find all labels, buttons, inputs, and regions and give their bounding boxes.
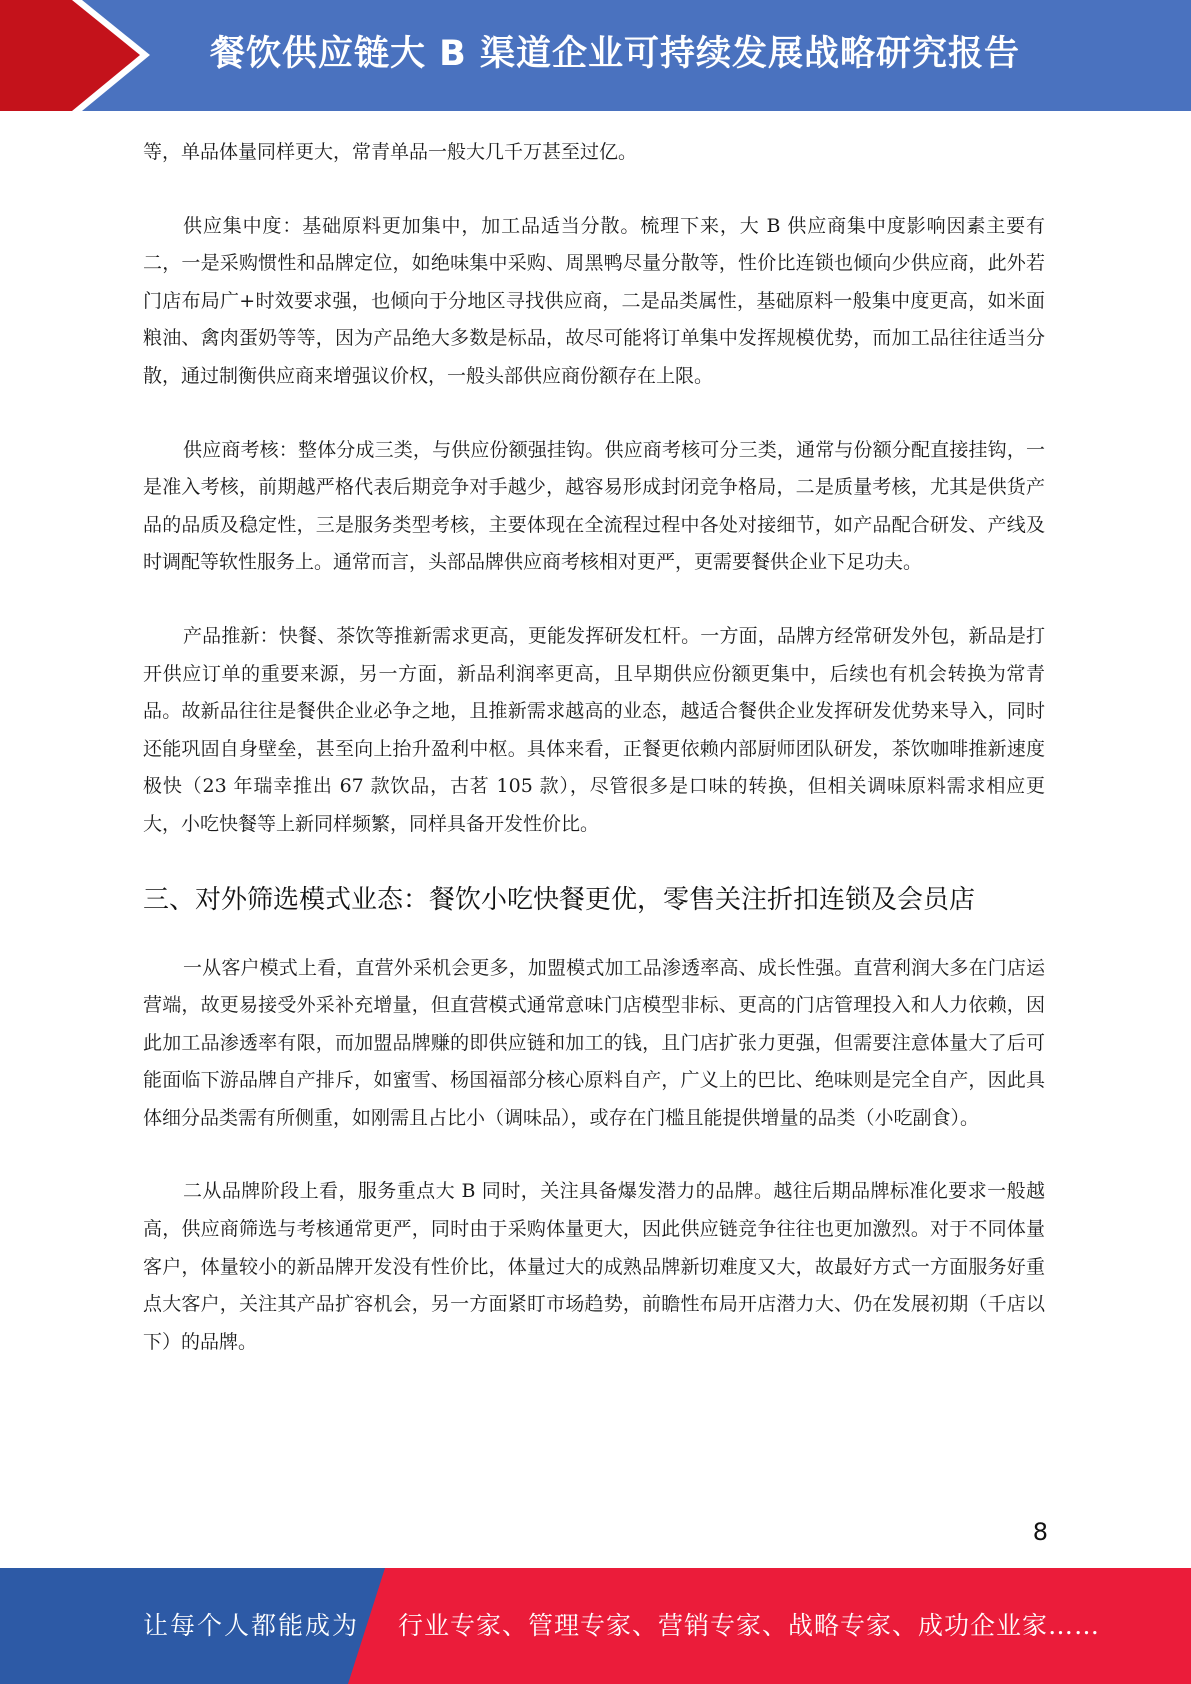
- section-heading: 三、对外筛选模式业态：餐饮小吃快餐更优，零售关注折扣连锁及会员店: [143, 884, 976, 915]
- paragraph-product-innovation: 产品推新：快餐、茶饮等推新需求更高，更能发挥研发杠杆。一方面，品牌方经常研发外包，新品是打开供应订单的重要来源，另一方面，新品利润率更高，且早期供应份额更集中，后续也有机会转换为常青品。故新品往往是餐供企业必争之地，且推新需求越高的业态，越适合餐供企业发挥研发优势来导入，同时还能巩固自身壁垒，甚至向上抬升盈利中枢。具体来看，正餐更依赖内部厨师团队研发，茶饮咖啡推新速度极快（23 年瑞幸推出 67 款饮品，古茗 105 款），尽管很多是口味的转换，但相关调味原料需求相应更大，小吃快餐等上新同样频繁，同样具备开发性价比。: [143, 624, 1045, 835]
- paragraph-continuation: 等，单品体量同样更大，常青单品一般大几千万甚至过亿。: [143, 141, 638, 163]
- header-chevron-arrow: [0, 0, 140, 111]
- paragraph-customer-model: 一从客户模式上看，直营外采机会更多，加盟模式加工品渗透率高、成长性强。直营利润大多在门店运营端，故更易接受外采补充增量，但直营模式通常意味门店模型非标、更高的门店管理投入和人力依赖，因此加工品渗透率有限，而加盟品牌赚的即供应链和加工的钱，且门店扩张力更强，但需要注意体量大了后可能面临下游品牌自产排斥，如蜜雪、杨国福部分核心原料自产，广义上的巴比、绝味则是完全自产，因此具体细分品类需有所侧重，如刚需且占比小（调味品），或存在门槛且能提供增量的品类（小吃副食）。: [143, 956, 1045, 1129]
- page-header: [0, 0, 1191, 111]
- footer-slogan-left: 让每个人都能成为: [143, 1611, 360, 1640]
- paragraph-supplier-assessment: 供应商考核：整体分成三类，与供应份额强挂钩。供应商考核可分三类，通常与份额分配直接挂钩，一是准入考核，前期越严格代表后期竞争对手越少，越容易形成封闭竞争格局，二是质量考核，尤其是供货产品的品质及稳定性，三是服务类型考核，主要体现在全流程过程中各处对接细节，如产品配合研发、产线及时调配等软性服务上。通常而言，头部品牌供应商考核相对更严，更需要餐供企业下足功夫。: [143, 438, 1045, 574]
- page-footer: [0, 1568, 1191, 1684]
- paragraph-supply-concentration: 供应集中度：基础原料更加集中，加工品适当分散。梳理下来，大 B 供应商集中度影响因素主要有二，一是采购惯性和品牌定位，如绝味集中采购、周黑鸭尽量分散等，性价比连锁也倾向少供应商，此外若门店布局广+时效要求强，也倾向于分地区寻找供应商，二是品类属性，基础原料一般集中度更高，如米面粮油、禽肉蛋奶等等，因为产品绝大多数是标品，故尽可能将订单集中发挥规模优势，而加工品往往适当分散，通过制衡供应商来增强议价权，一般头部供应商份额存在上限。: [143, 214, 1045, 387]
- report-body: [143, 134, 1045, 1397]
- page-number: 8: [1032, 1518, 1048, 1546]
- report-title: 餐饮供应链大 B 渠道企业可持续发展战略研究报告: [210, 34, 1021, 74]
- footer-slogan-right: 行业专家、管理专家、营销专家、战略专家、成功企业家……: [398, 1611, 1101, 1640]
- paragraph-brand-stage: 二从品牌阶段上看，服务重点大 B 同时，关注具备爆发潜力的品牌。越往后期品牌标准化要求一般越高，供应商筛选与考核通常更严，同时由于采购体量更大，因此供应链竞争往往也更加激烈。对于不同体量客户，体量较小的新品牌开发没有性价比，体量过大的成熟品牌新切难度又大，故最好方式一方面服务好重点大客户，关注其产品扩容机会，另一方面紧盯市场趋势，前瞻性布局开店潜力大、仍在发展初期（千店以下）的品牌。: [143, 1180, 1045, 1353]
